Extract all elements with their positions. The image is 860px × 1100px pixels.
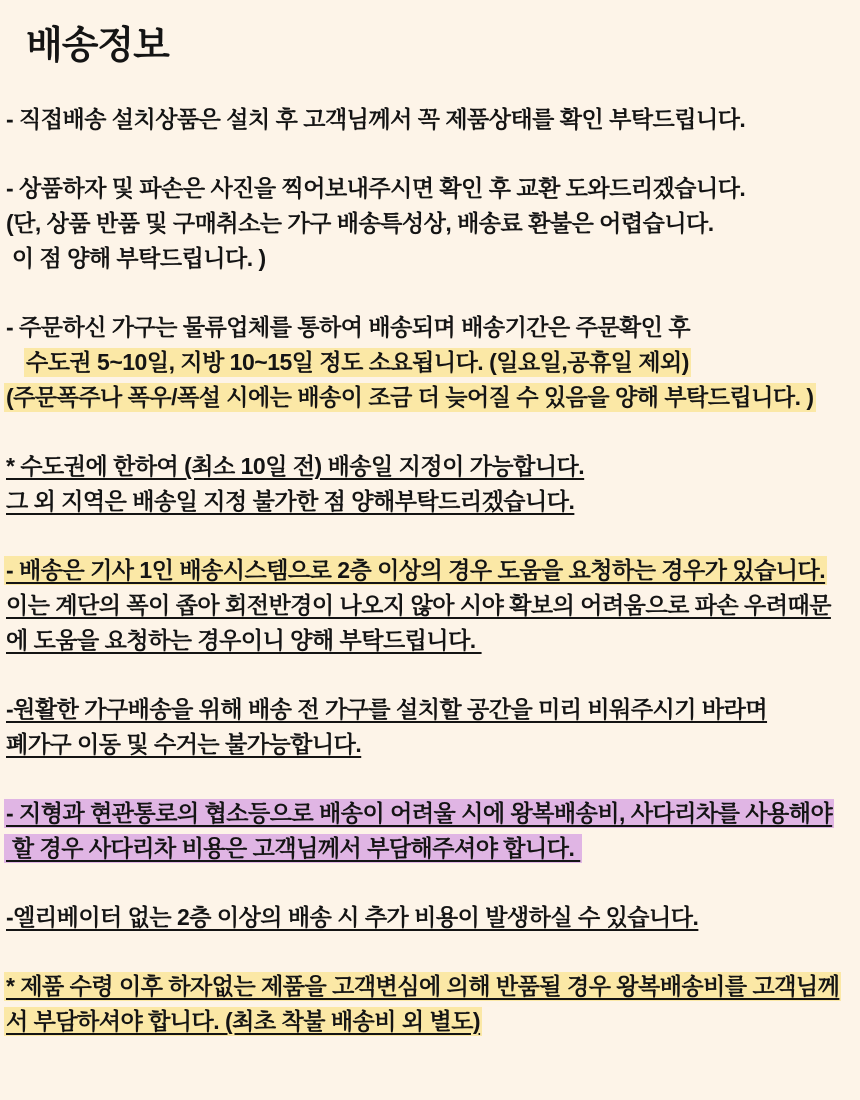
text-line — [4, 588, 856, 623]
text-line — [4, 171, 856, 206]
text-line — [4, 969, 856, 1004]
text-span: 폐가구 이동 및 수거는 불가능합니다. — [6, 731, 362, 757]
text-line — [4, 796, 856, 831]
text-span: -엘리베이터 없는 2층 이상의 배송 시 추가 비용이 발생하실 수 있습니다. — [6, 904, 699, 930]
paragraph — [4, 969, 856, 1039]
page-title: 배송정보 — [26, 25, 169, 67]
paragraph — [4, 900, 856, 935]
text-span: - 주문하신 가구는 물류업체를 통하여 배송되며 배송기간은 주문확인 후 — [6, 314, 691, 340]
text-line — [4, 310, 856, 345]
text-span: 서 부담하셔야 합니다. (최초 착불 배송비 외 별도) — [6, 1008, 481, 1034]
text-span: 에 도움을 요청하는 경우이니 양해 부탁드립니다. — [6, 627, 482, 653]
text-span: - 배송은 기사 1인 배송시스템으로 2층 이상의 경우 도움을 요청하는 경우가 있습니다. — [6, 557, 826, 583]
paragraph — [4, 796, 856, 866]
paragraph — [4, 310, 856, 415]
text-line — [4, 102, 856, 137]
text-span: - 지형과 현관통로의 협소등으로 배송이 어려울 시에 왕복배송비, 사다리차를 사용해야 — [6, 800, 833, 826]
paragraph — [4, 102, 856, 137]
text-span: (주문폭주나 폭우/폭설 시에는 배송이 조금 더 늦어질 수 있음을 양해 부탁드립니다. ) — [6, 384, 814, 410]
text-span: * 수도권에 한하여 (최소 10일 전) 배송일 지정이 가능합니다. — [6, 453, 585, 479]
text-line — [4, 1004, 856, 1039]
text-span: (단, 상품 반품 및 구매취소는 가구 배송특성상, 배송료 환불은 어렵습니다. — [6, 210, 714, 236]
text-line — [4, 345, 856, 380]
text-span: 수도권 5~10일, 지방 10~15일 정도 소요됩니다. (일요일,공휴일 제외) — [26, 349, 689, 375]
paragraph — [4, 171, 856, 276]
text-line — [4, 900, 856, 935]
paragraph — [4, 553, 856, 658]
text-line — [4, 206, 856, 241]
paragraph — [4, 449, 856, 519]
paragraph — [4, 692, 856, 762]
text-line — [4, 553, 856, 588]
text-span: 그 외 지역은 배송일 지정 불가한 점 양해부탁드리겠습니다. — [6, 488, 575, 514]
text-line — [4, 623, 856, 658]
text-line — [4, 831, 856, 866]
content — [4, 102, 856, 1039]
text-span: - 상품하자 및 파손은 사진을 찍어보내주시면 확인 후 교환 도와드리겠습니다. — [6, 175, 746, 201]
text-span: * 제품 수령 이후 하자없는 제품을 고객변심에 의해 반품될 경우 왕복배송비를 고객님께 — [6, 973, 840, 999]
text-line — [4, 380, 856, 415]
text-line — [4, 449, 856, 484]
text-span: 이 점 양해 부탁드립니다. ) — [6, 245, 266, 271]
text-span: -원활한 가구배송을 위해 배송 전 가구를 설치할 공간을 미리 비워주시기 바라며 — [6, 696, 768, 722]
text-span: 이는 계단의 폭이 좁아 회전반경이 나오지 않아 시야 확보의 어려움으로 파손 우려때문 — [6, 592, 831, 618]
text-line — [4, 727, 856, 762]
text-span: - 직접배송 설치상품은 설치 후 고객님께서 꼭 제품상태를 확인 부탁드립니다. — [6, 106, 746, 132]
text-line — [4, 241, 856, 276]
text-line — [4, 484, 856, 519]
text-span: 할 경우 사다리차 비용은 고객님께서 부담해주셔야 합니다. — [6, 835, 581, 861]
text-line — [4, 692, 856, 727]
